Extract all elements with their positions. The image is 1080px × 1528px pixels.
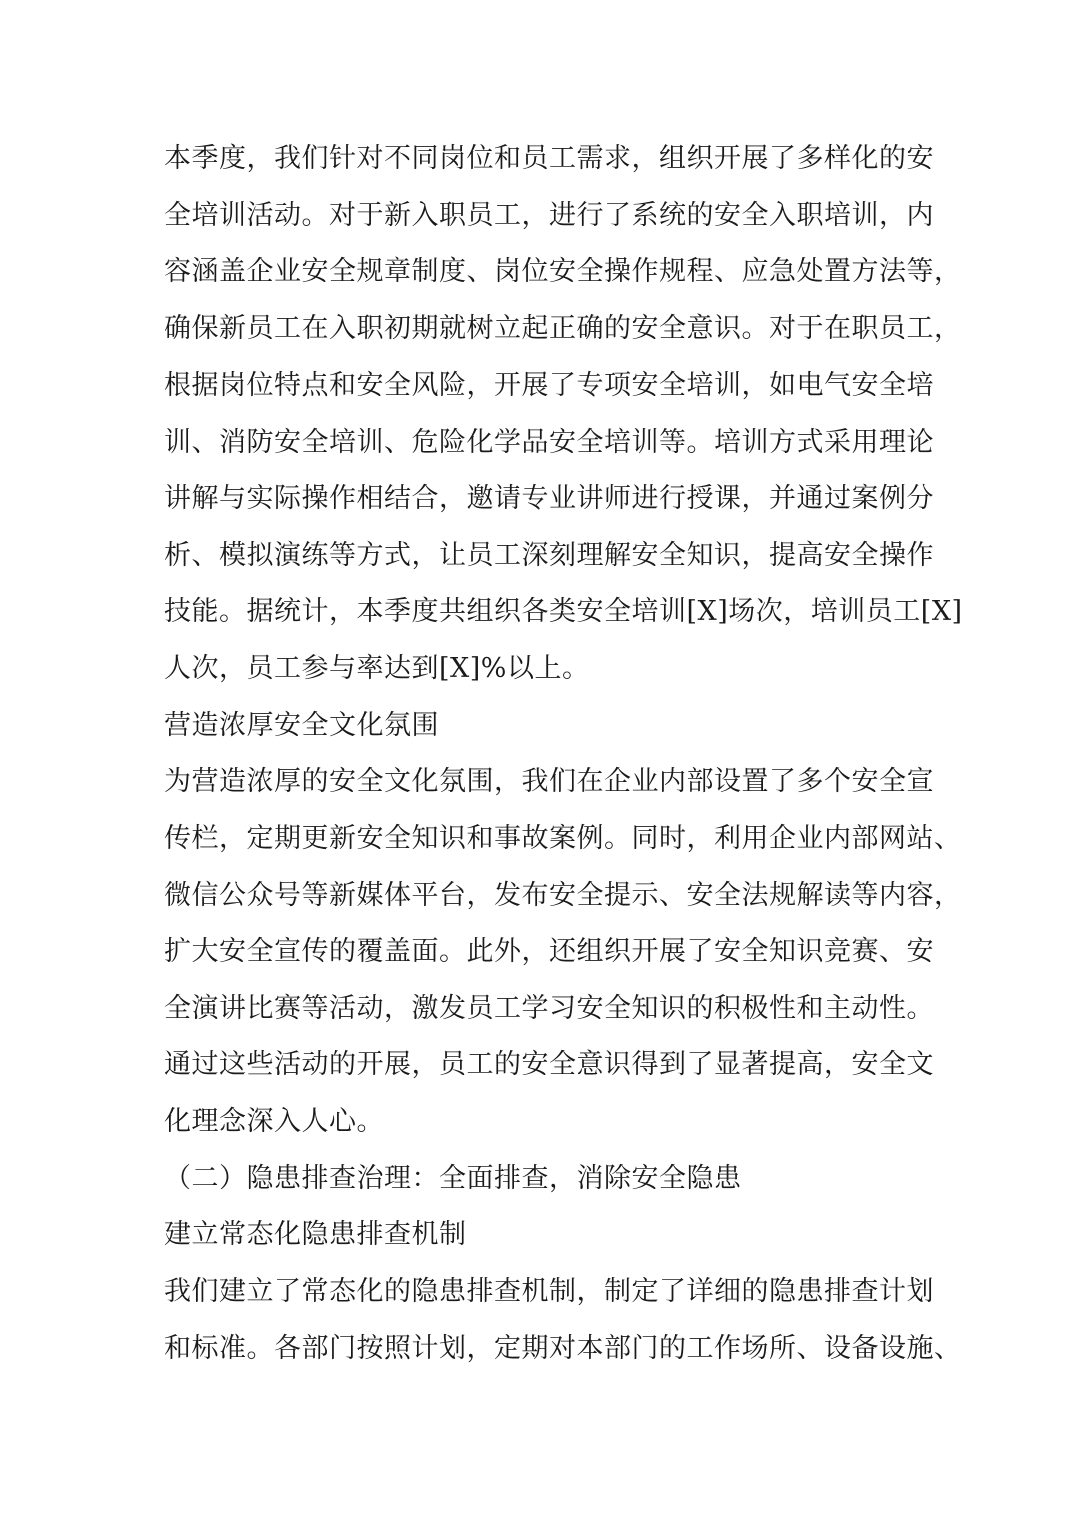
body-text-line: 和标准。各部门按照计划，定期对本部门的工作场所、设备设施、	[164, 1333, 962, 1364]
body-text-line: 技能。据统计，本季度共组织各类安全培训[X]场次，培训员工[X]	[164, 596, 963, 627]
body-text-line: 全演讲比赛等活动，激发员工学习安全知识的积极性和主动性。	[164, 993, 934, 1024]
body-text-line: 我们建立了常态化的隐患排查机制，制定了详细的隐患排查计划	[164, 1276, 934, 1307]
body-text-line: 析、模拟演练等方式，让员工深刻理解安全知识，提高安全操作	[164, 540, 934, 571]
body-text-line: 微信公众号等新媒体平台，发布安全提示、安全法规解读等内容，	[164, 880, 962, 911]
body-text-line: 讲解与实际操作相结合，邀请专业讲师进行授课，并通过案例分	[164, 483, 934, 514]
body-text-line: 根据岗位特点和安全风险，开展了专项安全培训，如电气安全培	[164, 370, 934, 401]
body-text-line: 训、消防安全培训、危险化学品安全培训等。培训方式采用理论	[164, 427, 934, 458]
body-text-line: 化理念深入人心。	[164, 1106, 384, 1137]
body-text-line: 全培训活动。对于新入职员工，进行了系统的安全入职培训，内	[164, 200, 934, 231]
body-text-line: 传栏，定期更新安全知识和事故案例。同时，利用企业内部网站、	[164, 823, 962, 854]
body-text-line: 本季度，我们针对不同岗位和员工需求，组织开展了多样化的安	[164, 143, 934, 174]
subsection-heading: 建立常态化隐患排查机制	[164, 1219, 467, 1250]
body-text-line: 为营造浓厚的安全文化氛围，我们在企业内部设置了多个安全宣	[164, 766, 934, 797]
section-heading: 营造浓厚安全文化氛围	[164, 710, 439, 741]
body-text-line: 通过这些活动的开展，员工的安全意识得到了显著提高，安全文	[164, 1049, 934, 1080]
body-text-line: 扩大安全宣传的覆盖面。此外，还组织开展了安全知识竞赛、安	[164, 936, 934, 967]
body-text-line: 确保新员工在入职初期就树立起正确的安全意识。对于在职员工，	[164, 313, 962, 344]
body-text-line: 容涵盖企业安全规章制度、岗位安全操作规程、应急处置方法等，	[164, 256, 962, 287]
body-text-line: 人次，员工参与率达到[X]%以上。	[164, 653, 590, 684]
section-heading: （二）隐患排查治理：全面排查，消除安全隐患	[164, 1163, 742, 1194]
